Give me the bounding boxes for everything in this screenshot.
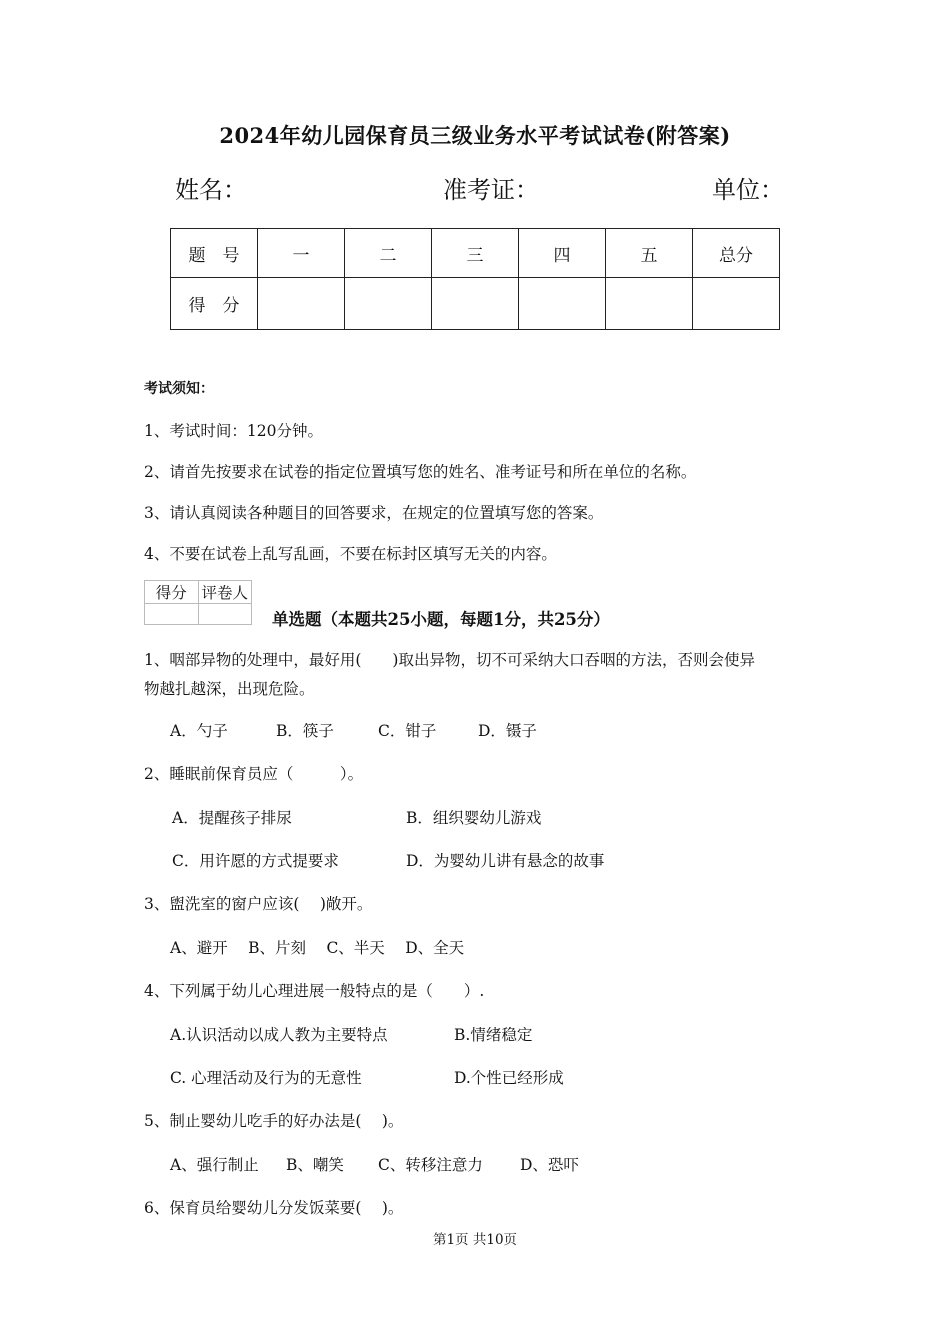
score-header-2: 二 <box>345 229 432 278</box>
score-cell-3 <box>432 278 519 330</box>
score-header-1: 一 <box>258 229 345 278</box>
note-item: 4、不要在试卷上乱写乱画，不要在标封区填写无关的内容。 <box>144 545 557 563</box>
page-title: 2024年幼儿园保育员三级业务水平考试试卷(附答案) <box>219 123 731 148</box>
q4-option-b: B.情绪稳定 <box>454 1026 533 1044</box>
score-table-header-row <box>171 229 780 278</box>
grader-name-cell <box>198 604 252 625</box>
q3-options: A、避开 B、片刻 C、半天 D、全天 <box>170 939 465 957</box>
question-6: 6、保育员给婴幼儿分发饭菜要( )。 <box>144 1199 404 1217</box>
score-header-4: 四 <box>519 229 606 278</box>
q4-option-a: A.认识活动以成人教为主要特点 <box>170 1026 388 1044</box>
name-field-label: 姓名： <box>175 176 247 204</box>
score-cell-total <box>693 278 780 330</box>
q2-option-a: A．提醒孩子排尿 <box>172 809 292 827</box>
q4-option-d: D.个性已经形成 <box>454 1069 564 1087</box>
score-header-5: 五 <box>606 229 693 278</box>
question-4: 4、下列属于幼儿心理进展一般特点的是（ ）. <box>144 982 485 1000</box>
score-header-label: 题 号 <box>171 229 258 278</box>
question-3: 3、盥洗室的窗户应该( )敞开。 <box>144 895 373 913</box>
score-cell-1 <box>258 278 345 330</box>
grader-score-label: 得分 <box>145 581 199 604</box>
q5-option-a: A、强行制止 <box>170 1156 259 1174</box>
unit-field-label: 单位： <box>712 176 784 204</box>
q1-option-c: C．钳子 <box>378 722 437 740</box>
q5-option-b: B、嘲笑 <box>286 1156 344 1174</box>
score-cell-5 <box>606 278 693 330</box>
note-item: 1、考试时间：120分钟。 <box>144 422 323 440</box>
note-item: 3、请认真阅读各种题目的回答要求，在规定的位置填写您的答案。 <box>144 504 604 522</box>
score-table-score-row <box>171 278 780 330</box>
score-header-3: 三 <box>432 229 519 278</box>
grader-box <box>144 580 252 625</box>
section-title: 单选题（本题共25小题，每题1分，共25分） <box>272 610 610 629</box>
page-number: 第1页 共10页 <box>432 1232 518 1248</box>
question-2: 2、睡眠前保育员应（ ）。 <box>144 765 364 783</box>
notes-title: 考试须知： <box>144 381 214 397</box>
q2-option-d: D．为婴幼儿讲有悬念的故事 <box>406 852 605 870</box>
score-cell-2 <box>345 278 432 330</box>
grader-score-cell <box>145 604 199 625</box>
score-cell-4 <box>519 278 606 330</box>
score-header-total: 总分 <box>693 229 780 278</box>
q5-option-d: D、恐吓 <box>520 1156 579 1174</box>
question-1-continued: 物越扎越深，出现危险。 <box>144 680 315 698</box>
q2-option-b: B．组织婴幼儿游戏 <box>406 809 542 827</box>
question-1: 1、咽部异物的处理中，最好用( )取出异物，切不可采纳大口吞咽的方法，否则会使异 <box>144 651 755 669</box>
question-5: 5、制止婴幼儿吃手的好办法是( )。 <box>144 1112 404 1130</box>
q1-option-a: A．勺子 <box>170 722 228 740</box>
score-table <box>170 228 780 330</box>
q2-option-c: C．用许愿的方式提要求 <box>172 852 339 870</box>
q1-option-d: D．镊子 <box>478 722 537 740</box>
q1-option-b: B．筷子 <box>276 722 334 740</box>
q4-option-c: C. 心理活动及行为的无意性 <box>170 1069 362 1087</box>
note-item: 2、请首先按要求在试卷的指定位置填写您的姓名、准考证号和所在单位的名称。 <box>144 463 697 481</box>
score-row-label: 得 分 <box>171 278 258 330</box>
exam-id-field-label: 准考证： <box>443 176 539 204</box>
q5-option-c: C、转移注意力 <box>378 1156 483 1174</box>
grader-name-label: 评卷人 <box>198 581 252 604</box>
